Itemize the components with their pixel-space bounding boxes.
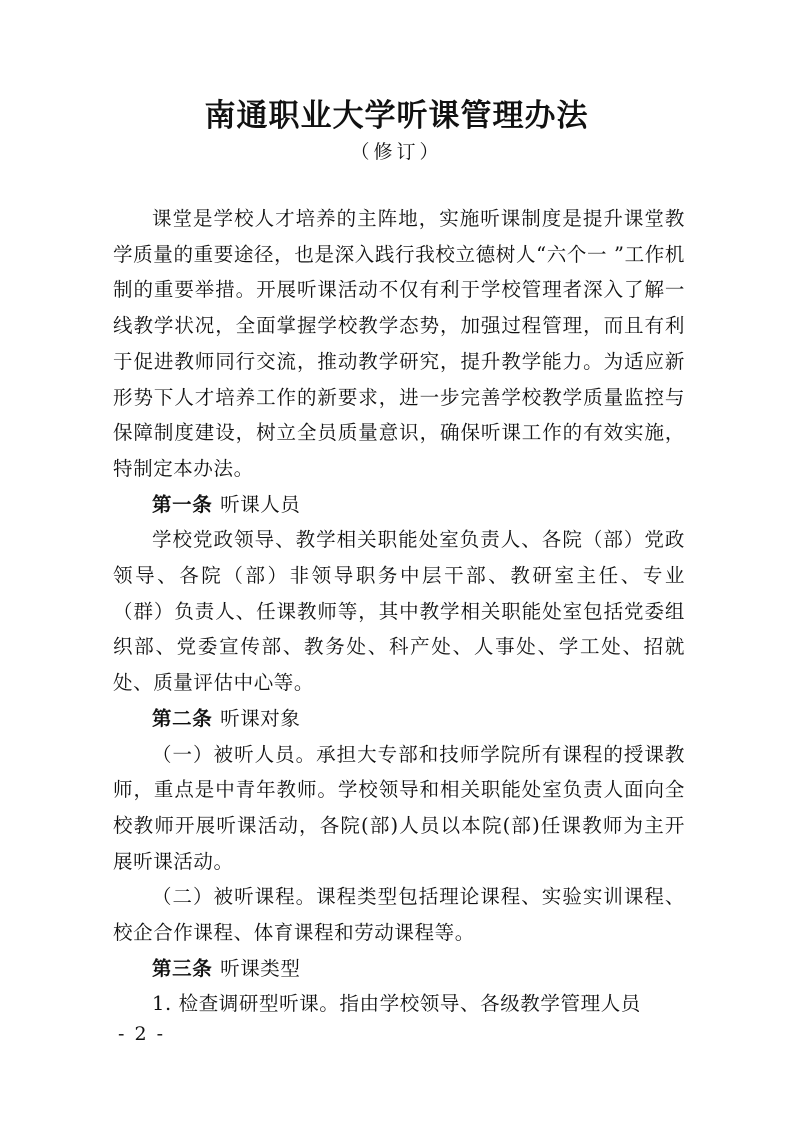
- page-number: - 2 -: [118, 1023, 166, 1045]
- article-3-item-1: 1. 检查调研型听课。指由学校领导、各级教学管理人员: [152, 992, 641, 1016]
- article-1-heading: [113, 487, 685, 523]
- article-1-paragraph: 学校党政领导、教学相关职能处室负责人、各院（部）党政领导、各院（部）非领导职务中层干部、教研室主任、专业（群）负责人、任课教师等，其中教学相关职能处室包括党委组织部、党委宣传部、教务处、科产处、人事处、学工处、招就处、质量评估中心等。: [113, 528, 685, 695]
- article-1-label: 第一条: [152, 492, 213, 516]
- document-body: [113, 201, 685, 1022]
- intro-paragraph: 课堂是学校人才培养的主阵地，实施听课制度是提升课堂教学质量的重要途径，也是深入践行我校立德树人“六个一 ”工作机制的重要举措。开展听课活动不仅有利于学校管理者深入了解一线教学状况，全面掌握学校教学态势，加强过程管理，而且有利于促进教师同行交流，推动教学研究，提升教学能力。为适应新形势下人才培养工作的新要求，进一步完善学校教学质量监控与保障制度建设，树立全员质量意识，确保听课工作的有效实施，特制定本办法。: [113, 207, 685, 480]
- article-2-item-1: （一）被听人员。承担大专部和技师学院所有课程的授课教师，重点是中青年教师。学校领导和相关职能处室负责人面向全校教师开展听课活动，各院(部)人员以本院(部)任课教师为主开展听课活动。: [113, 742, 685, 873]
- document-subtitle: （修订）: [350, 141, 443, 163]
- article-3-title: 听课类型: [220, 956, 301, 980]
- article-2-title: 听课对象: [220, 706, 301, 730]
- document-title: 南通职业大学听课管理办法: [204, 98, 589, 134]
- article-3-label: 第三条: [152, 956, 213, 980]
- article-2-label: 第二条: [152, 706, 213, 730]
- article-2-item-2: （二）被听课程。课程类型包括理论课程、实验实训课程、校企合作课程、体育课程和劳动课程等。: [113, 885, 685, 945]
- article-2-heading: [113, 701, 685, 737]
- article-3-heading: [113, 951, 685, 987]
- article-1-title: 听课人员: [220, 492, 301, 516]
